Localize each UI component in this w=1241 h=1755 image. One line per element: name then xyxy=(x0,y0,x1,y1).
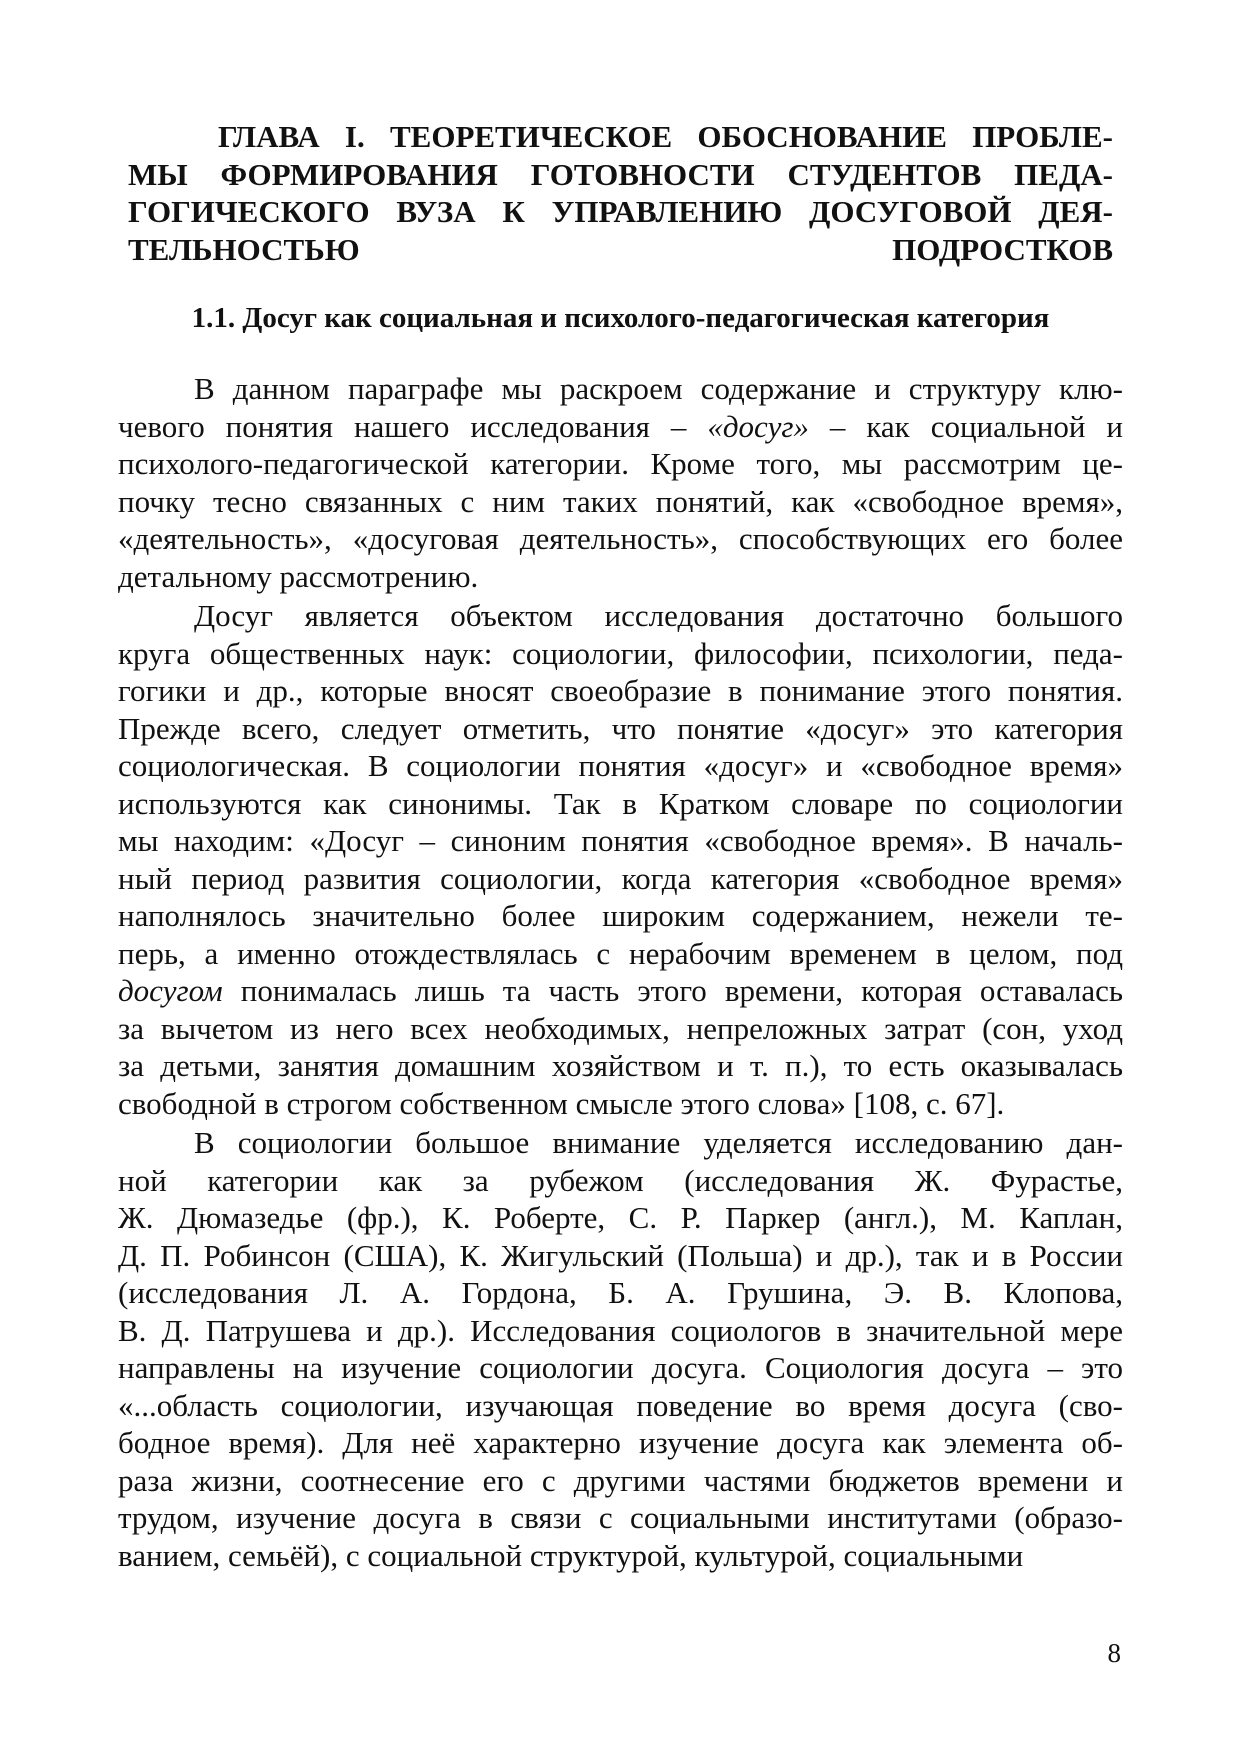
text-line: трудом, изучение досуга в связи с социальными институтами (образо- xyxy=(118,1500,1123,1535)
text-line: В. Д. Патрушева и др.). Исследования социологов в значительной мере xyxy=(118,1312,1123,1348)
text-line: Прежде всего, следует отметить, что понятие «досуг» это категория xyxy=(118,710,1123,746)
text-line: «...область социологии, изучающая поведение во время досуга (сво- xyxy=(118,1387,1123,1423)
text-segment: понималась лишь та часть этого времени, которая оставалась xyxy=(222,973,1123,1008)
chapter-title-line: МЫ ФОРМИРОВАНИЯ ГОТОВНОСТИ СТУДЕНТОВ ПЕДА- xyxy=(128,156,1113,192)
text-line: психолого-педагогической категории. Кроме того, мы рассмотрим це- xyxy=(118,446,1123,481)
chapter-title xyxy=(128,118,1113,268)
text-line: бодное время). Для неё характерно изучение досуга как элемента об- xyxy=(118,1425,1123,1460)
text-line: раза жизни, соотнесение его с другими частями бюджетов времени и xyxy=(118,1462,1123,1498)
paragraph xyxy=(118,1124,1123,1574)
text-line: почку тесно связанных с ним таких понятий, как «свободное время», xyxy=(118,483,1123,519)
text-line: круга общественных наук: социологии, философии, психологии, педа- xyxy=(118,635,1123,671)
text-line: свободной в строгом собственном смысле этого слова» [108, с. 67]. xyxy=(118,1085,1005,1121)
paragraph xyxy=(118,597,1123,1122)
paragraph xyxy=(118,370,1123,595)
text-line: ванием, семьёй), с социальной структурой, культурой, социальными xyxy=(118,1537,1024,1573)
text-line: перь, а именно отождествлялась с нерабочим временем в целом, под xyxy=(118,935,1123,971)
text-line: детальному рассмотрению. xyxy=(118,558,479,594)
text-line xyxy=(118,408,1123,446)
text-segment: – как социальной и xyxy=(808,408,1123,444)
text-line: наполнялось значительно более широким содержанием, нежели те- xyxy=(118,898,1123,933)
section-title: 1.1. Досуг как социальная и психолого-педагогическая категория xyxy=(191,302,1050,334)
text-line: Ж. Дюмазедье (фр.), К. Роберте, С. Р. Паркер (англ.), М. Каплан, xyxy=(118,1200,1123,1235)
text-line: социологическая. В социологии понятия «досуг» и «свободное время» xyxy=(118,748,1123,783)
text-line: В данном параграфе мы раскроем содержание и структуру клю- xyxy=(194,371,1123,406)
text-line: за детьми, занятия домашним хозяйством и т. п.), то есть оказывалась xyxy=(118,1048,1123,1083)
chapter-title-line: ГЛАВА I. ТЕОРЕТИЧЕСКОЕ ОБОСНОВАНИЕ ПРОБЛЕ- xyxy=(218,119,1113,154)
text-line: «деятельность», «досуговая деятельность», способствующих его более xyxy=(118,521,1123,556)
text-line: направлены на изучение социологии досуга. Социология досуга – это xyxy=(118,1350,1123,1385)
chapter-title-line: ТЕЛЬНОСТЬЮ ПОДРОСТКОВ xyxy=(128,231,1113,267)
italic-term: досугом xyxy=(118,973,223,1008)
text-line: за вычетом из него всех необходимых, непреложных затрат (сон, уход xyxy=(118,1010,1123,1046)
page-number: 8 xyxy=(1107,1638,1121,1668)
text-segment: чевого понятия нашего исследования – xyxy=(118,408,708,444)
text-line: Д. П. Робинсон (США), К. Жигульский (Польша) и др.), так и в России xyxy=(118,1237,1123,1273)
italic-term: «досуг» xyxy=(707,408,809,444)
text-line: мы находим: «Досуг – синоним понятия «свободное время». В началь- xyxy=(118,823,1123,858)
text-line: Досуг является объектом исследования достаточно большого xyxy=(194,598,1123,633)
text-line: используются как синонимы. Так в Кратком словаре по социологии xyxy=(118,785,1123,821)
text-line xyxy=(118,972,1123,1010)
text-line: (исследования Л. А. Гордона, Б. А. Грушина, Э. В. Клопова, xyxy=(118,1275,1123,1310)
text-line: гогики и др., которые вносят своеобразие в понимание этого понятия. xyxy=(118,673,1123,708)
text-line: В социологии большое внимание уделяется исследованию дан- xyxy=(194,1125,1123,1160)
chapter-title-line: ГОГИЧЕСКОГО ВУЗА К УПРАВЛЕНИЮ ДОСУГОВОЙ ДЕЯ- xyxy=(128,194,1113,229)
text-line: ный период развития социологии, когда категория «свободное время» xyxy=(118,860,1123,896)
body-text xyxy=(118,370,1123,1576)
text-line: ной категории как за рубежом (исследования Ж. Фурастье, xyxy=(118,1162,1123,1198)
